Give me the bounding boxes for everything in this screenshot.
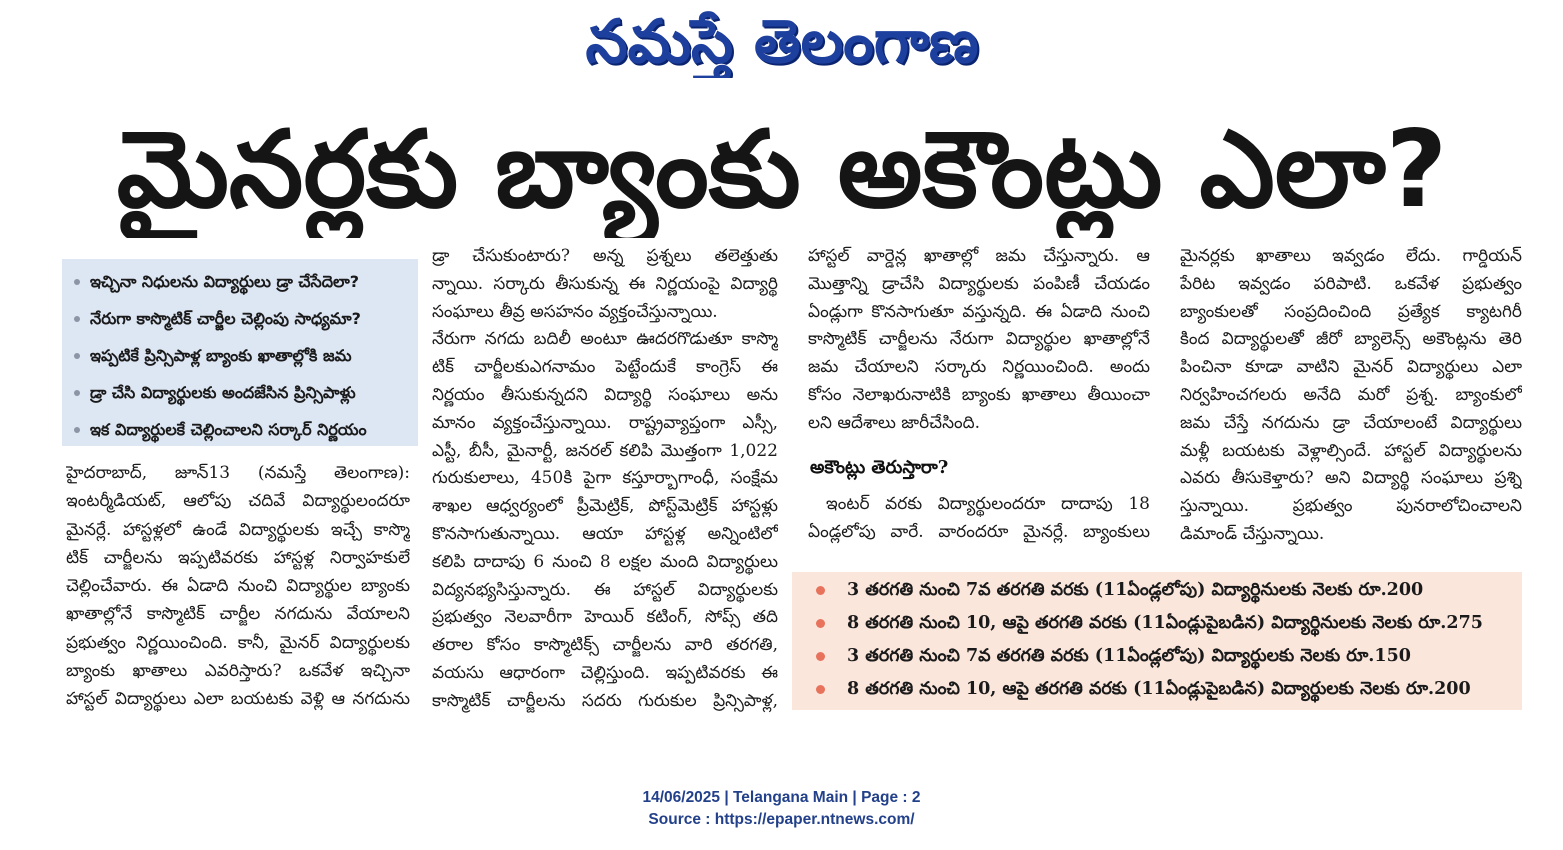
text-line: ఎవరు తీసుకెళ్తారు? అని విద్యార్థి సంఘాలు ప్రశ్ని	[1180, 468, 1522, 489]
text-line: మళ్లీ బయటకు వెళ్లాల్సిందే. హాస్టల్ విద్యార్థులను	[1180, 440, 1522, 461]
allowance-text: 8 తరగతి నుంచి 10, ఆపై తరగతి వరకు (11ఏండ్లుపైబడిన) విద్యార్థినులకు నెలకు రూ.275	[847, 613, 1483, 633]
text-line: కింద విద్యార్థులతో జీరో బ్యాలెన్స్ అకౌంట్లను తెరి	[1180, 329, 1522, 350]
article-column-3-continued	[808, 491, 1150, 547]
text-line: బ్యాంకు ఖాతాలు ఎవరిస్తారు? ఒకవేళ ఇచ్చినా	[66, 661, 410, 682]
text-line: శాఖల ఆధ్వర్యంలో ప్రీమెట్రిక్, పోస్ట్‌మెట్రిక్ హాస్టళ్లు	[432, 496, 778, 517]
text-line: నిర్వహించగలరు అనేది మరో ప్రశ్న. బ్యాంకులో	[1180, 384, 1522, 405]
allowance-box	[792, 572, 1522, 710]
text-line: ఏండ్లుగా కొనసాగుతూ వస్తున్నది. ఈ ఏడాది నుంచి	[808, 301, 1150, 322]
highlight-text: ఇక విద్యార్థులకే చెల్లించాలని సర్కార్ నిర్ణయం	[90, 420, 367, 439]
highlight-text: ఇచ్చినా నిధులను విద్యార్థులు డ్రా చేసేదెలా?	[90, 272, 360, 291]
dateline: హైదరాబాద్, జూన్13 (నమస్తే తెలంగాణ):	[66, 463, 410, 483]
highlight-item	[62, 263, 418, 300]
text-line: ప్రభుత్వం నిర్ణయించింది. కానీ, మైనర్ విద్యార్థులకు	[66, 632, 410, 653]
bullet-dot	[816, 586, 825, 595]
article-column-4	[1180, 243, 1522, 549]
highlight-item	[62, 411, 418, 448]
text-line: జమ చేయాలని సర్కారు నిర్ణయించింది. అందు	[808, 357, 1150, 378]
text-line: స్తున్నాయి. ప్రభుత్వం పునరాలోచించాలని	[1180, 496, 1522, 517]
text-line: న్నాయి. సర్కారు తీసుకున్న ఈ నిర్ణయంపై విద్యార్థి	[432, 273, 778, 294]
edition-info: 14/06/2025 | Telangana Main | Page : 2	[642, 789, 921, 806]
text-line: డ్రా చేసుకుంటారు? అన్న ప్రశ్నలు తలెత్తుతు	[432, 246, 778, 266]
text-line: మొత్తాన్ని డ్రాచేసి విద్యార్థులకు పంపిణీ చేయడం	[808, 273, 1150, 294]
bullet-dot	[816, 619, 825, 628]
text-line: మానం వ్యక్తంచేస్తున్నాయి. రాష్ట్రవ్యాప్తంగా ఎస్సీ,	[432, 412, 778, 433]
text-line: గురుకులాలు, 450కి పైగా కస్తూర్బాగాంధీ, సంక్షేమ	[432, 468, 778, 489]
text-line: చెల్లించేవారు. ఈ ఏడాది నుంచి విద్యార్థుల బ్యాంకు	[66, 576, 410, 597]
allowance-item	[792, 607, 1522, 640]
text-line: ప్రభుత్వం నెలవారీగా హెయిర్ కటింగ్, సోప్స్ తది	[432, 607, 778, 628]
bullet-dot	[74, 427, 80, 433]
bullet-dot	[816, 685, 825, 694]
text-line: ఇంటర్ వరకు విద్యార్థులందరూ దాదాపు 18	[826, 494, 1150, 514]
allowance-text: 8 తరగతి నుంచి 10, ఆపై తరగతి వరకు (11ఏండ్లుపైబడిన) విద్యార్థులకు నెలకు రూ.200	[847, 679, 1471, 699]
highlight-item	[62, 300, 418, 337]
text-line: కొనసాగుతున్నాయి. ఆయా హాస్టళ్ల అన్నింటిలో	[432, 523, 778, 544]
text-line: మైనర్లే. హాస్టళ్లలో ఉండే విద్యార్థులకు ఇచ్చే కాస్మొ	[66, 519, 410, 540]
allowance-text: 3 తరగతి నుంచి 7వ తరగతి వరకు (11ఏండ్లలోపు) విద్యార్థినులకు నెలకు రూ.200	[847, 580, 1424, 600]
text-line: పించినా కూడా వాటిని మైనర్ విద్యార్థులు ఎలా	[1180, 357, 1522, 378]
allowance-item	[792, 640, 1522, 673]
bullet-dot	[74, 279, 80, 285]
text-line: లని ఆదేశాలు జారీచేసింది.	[808, 412, 981, 433]
highlight-text: నేరుగా కాస్మొటిక్ చార్జీల చెల్లింపు సాధ్యమా?	[90, 309, 361, 328]
masthead-logo: నమస్తే తెలంగాణ	[585, 7, 979, 77]
text-line: విద్యనభ్యసిస్తున్నారు. ఈ హాస్టల్ విద్యార్థులకు	[432, 579, 778, 600]
allowance-item	[792, 574, 1522, 607]
article-column-2	[432, 243, 778, 716]
text-line: బ్యాంకులతో సంప్రదించింది ప్రత్యేక క్యాటగిరీ	[1180, 301, 1522, 322]
allowance-item	[792, 673, 1522, 706]
text-line: మైనర్లకు ఖాతాలు ఇవ్వడం లేదు. గార్డియన్	[1180, 246, 1522, 266]
source-info: Source : https://epaper.ntnews.com/	[648, 811, 915, 828]
text-line: తరాల కోసం కాస్మొటిక్స్ చార్జీలను వారి తరగతి,	[432, 635, 778, 656]
allowance-text: 3 తరగతి నుంచి 7వ తరగతి వరకు (11ఏండ్లలోపు) విద్యార్థులకు నెలకు రూ.150	[847, 646, 1411, 666]
text-line: కోసం నెలాఖరునాటికి బ్యాంకు ఖాతాలు తీయించా	[808, 384, 1150, 405]
text-line: నేరుగా నగదు బదిలీ అంటూ ఊదరగొడుతూ కాస్మొ	[432, 329, 778, 350]
highlights-box	[62, 259, 418, 446]
article-column-1	[66, 459, 410, 714]
text-line: ఏండ్లలోపు వారే. వారందరూ మైనర్లే. బ్యాంకులు	[808, 521, 1150, 542]
text-line: సంఘాలు తీవ్ర అసహనం వ్యక్తంచేస్తున్నాయి.	[432, 301, 718, 322]
text-line: నిర్ణయం తీసుకున్నదని విద్యార్థి సంఘాలు అను	[432, 384, 778, 405]
text-line: ఖాతాల్లోనే కాస్మొటిక్ చార్జీల నగదును వేయాలని	[66, 604, 410, 625]
text-line: కలిపి దాదాపు 6 నుంచి 8 లక్షల మంది విద్యార్థులు	[432, 551, 778, 572]
text-line: హాస్టల్ వార్డెన్ల ఖాతాల్లో జమ చేస్తున్నారు. ఆ	[808, 246, 1150, 266]
text-line: వయసు ఆధారంగా చెల్లిస్తుంది. ఇప్పటివరకు ఈ	[432, 662, 778, 683]
text-line: ఎస్టీ, బీసీ, మైనార్టీ, జనరల్ కలిపి మొత్తంగా 1,022	[432, 440, 778, 461]
bullet-dot	[74, 316, 80, 322]
text-line: హాస్టల్ విద్యార్థులు ఎలా బయటకు వెళ్లి ఆ నగదును	[66, 689, 410, 710]
text-line: కాస్మొటిక్ చార్జీలను నేరుగా విద్యార్థుల ఖాతాల్లోనే	[808, 329, 1150, 350]
text-line: జమ చేస్తే నగదును డ్రా చేయాలంటే విద్యార్థులు	[1180, 412, 1522, 433]
highlight-text: ఇప్పటికే ప్రిన్సిపాళ్ల బ్యాంకు ఖాతాల్లోకి జమ	[90, 346, 352, 365]
bullet-dot	[74, 390, 80, 396]
text-line: డిమాండ్ చేస్తున్నాయి.	[1180, 523, 1325, 544]
bullet-dot	[816, 652, 825, 661]
text-line: టిక్ చార్జీలకుఎగనామం పెట్టేందుకే కాంగ్రెస్ ఈ	[432, 357, 778, 378]
highlight-text: డ్రా చేసి విద్యార్థులకు అందజేసిన ప్రిన్సిపాళ్లు	[90, 383, 356, 402]
text-line: టిక్ చార్జీలను ఇప్పటివరకు హాస్టళ్ల నిర్వాహకులే	[66, 547, 410, 568]
article-column-3	[808, 243, 1150, 438]
headline: మైనర్లకు బ్యాంకు అకౌంట్లు ఎలా?	[116, 108, 1448, 231]
highlight-item	[62, 337, 418, 374]
bullet-dot	[74, 353, 80, 359]
section-subheading: అకౌంట్లు తెరుస్తారా?	[810, 457, 949, 478]
highlight-item	[62, 374, 418, 411]
text-line: కాస్మొటిక్ చార్జీలను సదరు గురుకుల ప్రిన్సిపాళ్ల,	[432, 690, 778, 711]
text-line: ఇంటర్మీడియట్, ఆలోపు చదివే విద్యార్థులందరూ	[66, 491, 410, 512]
text-line: పేరిట ఇవ్వడం పరిపాటి. ఒకవేళ ప్రభుత్వం	[1180, 273, 1522, 294]
